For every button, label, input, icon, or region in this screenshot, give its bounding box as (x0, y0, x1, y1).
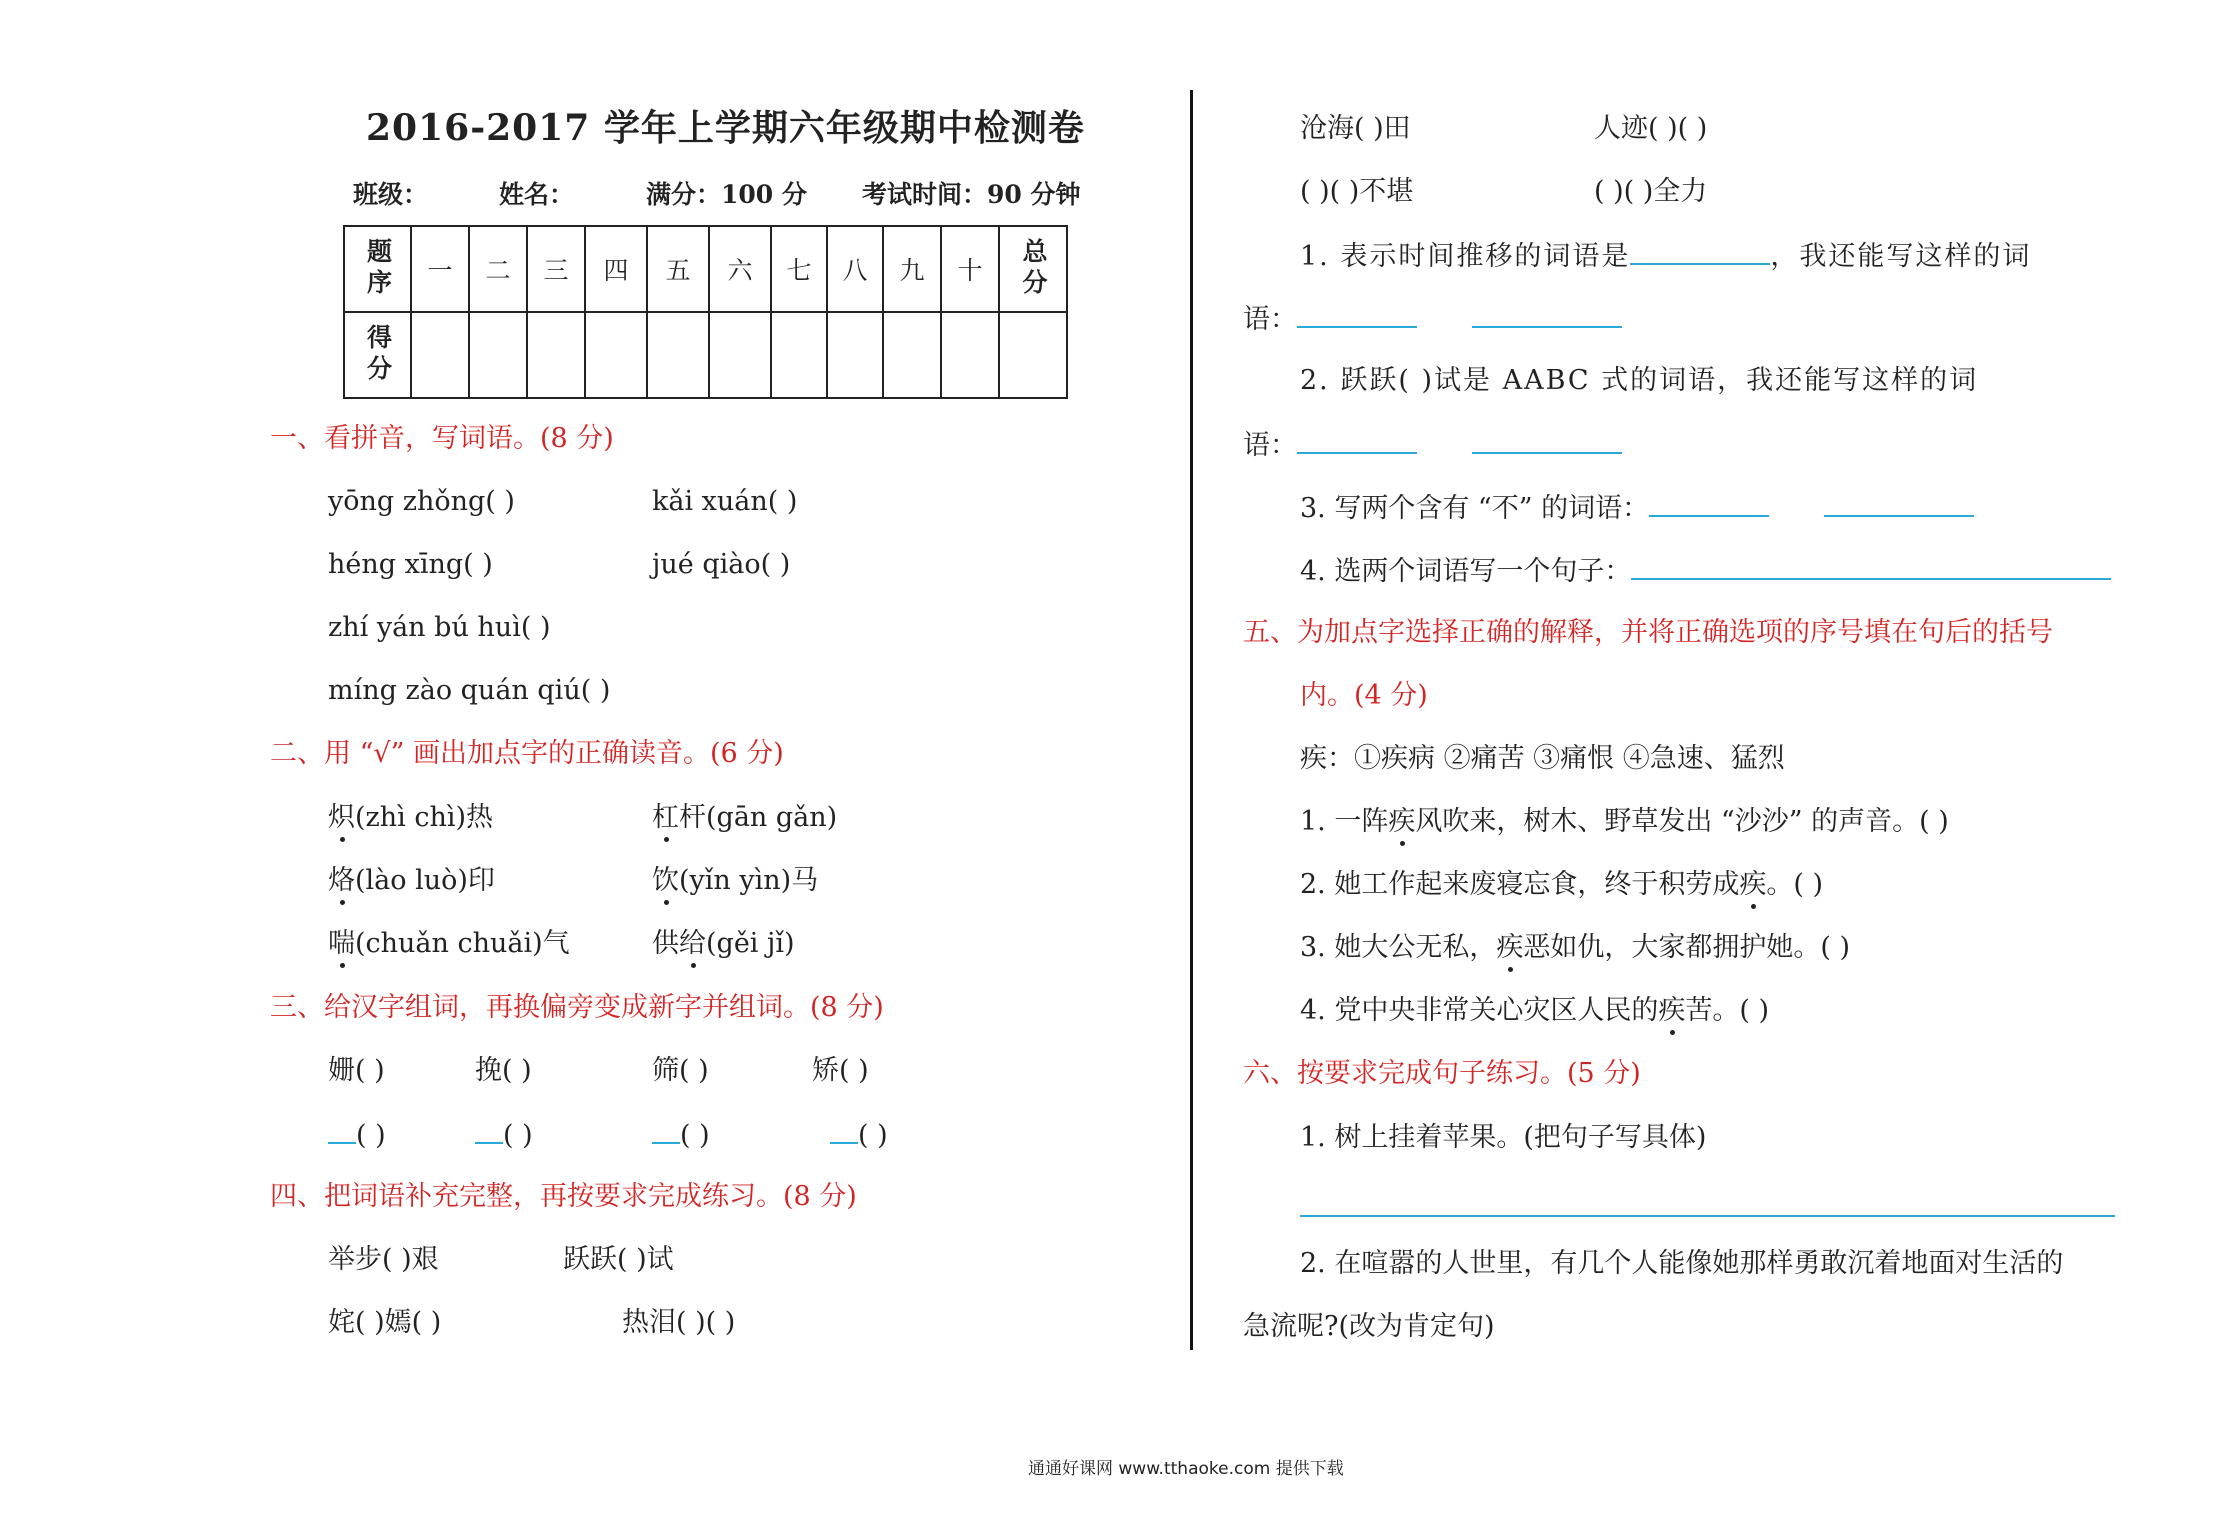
score-col-9: 九 (883, 226, 941, 312)
reading-options: (zhì chì)热 (355, 802, 494, 833)
exam-time-label: 考试时间：90 分钟 (862, 180, 1081, 209)
score-col-2: 二 (469, 226, 527, 312)
dotted-char: 疾 (1739, 867, 1766, 903)
answer-blank[interactable] (328, 1116, 356, 1144)
dotted-char: 疾 (1658, 993, 1685, 1029)
answer-blank[interactable] (1297, 426, 1417, 454)
full-score-label: 满分：100 分 (646, 180, 807, 209)
reading-item-2 (652, 800, 837, 836)
idiom-item-8: ( )( )全力 (1594, 176, 1708, 207)
word-label: 语： (1243, 430, 1297, 461)
question-text: 4. 选两个词语写一个句子： (1300, 556, 1632, 587)
question-text: ，我还能写这样的词 (1770, 241, 2032, 272)
question-4-1 (1300, 237, 2031, 275)
score-table (343, 225, 1068, 399)
dotted-char: 喘 (328, 926, 355, 962)
idiom-item-7: ( )( )不堪 (1300, 176, 1414, 207)
idiom-item-1: 举步( )艰 (328, 1244, 439, 1275)
reading-item-5 (328, 926, 570, 962)
pinyin-item-4: jué qiào( ) (652, 549, 791, 580)
pinyin-item-1: yōng zhǒng( ) (328, 486, 515, 517)
exam-title: 2016-2017 学年上学期六年级期中检测卷 (366, 107, 1085, 149)
column-divider (1190, 90, 1193, 1350)
score-col-8: 八 (827, 226, 883, 312)
question-text: 苦。( ) (1685, 995, 1769, 1026)
section-1-heading: 一、看拼音，写词语。(8 分) (270, 423, 614, 454)
dotted-char: 疾 (1496, 930, 1523, 966)
score-col-1: 一 (411, 226, 469, 312)
idiom-item-6: 人迹( )( ) (1594, 113, 1708, 144)
reading-item-6 (652, 926, 795, 962)
dotted-char: 炽 (328, 800, 355, 836)
score-cell[interactable] (709, 312, 771, 398)
new-char-item-4 (830, 1116, 888, 1154)
definition-question-3 (1300, 930, 1850, 966)
name-label: 姓名： (499, 180, 575, 209)
score-cell[interactable] (883, 312, 941, 398)
class-label: 班级： (353, 180, 429, 209)
pinyin-item-5: zhí yán bú huì( ) (328, 612, 551, 643)
question-4-4 (1300, 552, 2111, 590)
pinyin-item-6: míng zào quán qiú( ) (328, 675, 611, 706)
sentence-question-2: 2. 在喧嚣的人世里，有几个人能像她那样勇敢沉着地面对生活的 (1300, 1248, 2064, 1279)
score-cell[interactable] (469, 312, 527, 398)
section-6-heading: 六、按要求完成句子练习。(5 分) (1243, 1058, 1641, 1089)
answer-blank[interactable] (1630, 237, 1770, 265)
dotted-char: 饮 (652, 863, 679, 899)
idiom-item-5: 沧海( )田 (1300, 113, 1411, 144)
score-col-6: 六 (709, 226, 771, 312)
score-col-5: 五 (647, 226, 709, 312)
dotted-char: 给 (679, 926, 706, 962)
section-3-heading: 三、给汉字组词，再换偏旁变成新字并组词。(8 分) (270, 992, 884, 1023)
question-4-1-words (1243, 300, 1622, 338)
score-col-7: 七 (771, 226, 827, 312)
answer-blank[interactable] (1631, 552, 2111, 580)
section-4-heading: 四、把词语补充完整，再按要求完成练习。(8 分) (270, 1181, 857, 1212)
blank-paren: ( ) (680, 1120, 710, 1151)
answer-blank[interactable] (1649, 489, 1769, 517)
compose-item-1: 姗( ) (328, 1055, 385, 1086)
compose-item-4: 矫( ) (812, 1055, 869, 1086)
sentence-question-1: 1. 树上挂着苹果。(把句子写具体) (1300, 1122, 1707, 1153)
question-4-2: 2. 跃跃( )试是 AABC 式的词语，我还能写这样的词 (1300, 365, 1979, 396)
question-text: 4. 党中央非常关心灾区人民的 (1300, 995, 1659, 1026)
question-text: 3. 她大公无私， (1300, 932, 1497, 963)
compose-item-2: 挽( ) (475, 1055, 532, 1086)
answer-line[interactable] (1300, 1215, 2115, 1217)
new-char-item-1 (328, 1116, 386, 1154)
definition-question-4 (1300, 993, 1769, 1029)
word-label: 语： (1243, 304, 1297, 335)
score-col-4: 四 (585, 226, 647, 312)
score-cell[interactable] (771, 312, 827, 398)
reading-options: (lào luò)印 (355, 865, 495, 896)
section-2-heading: 二、用 “√” 画出加点字的正确读音。(6 分) (270, 738, 784, 769)
definition-question-1 (1300, 804, 1949, 840)
blank-paren: ( ) (356, 1120, 386, 1151)
answer-blank[interactable] (1472, 300, 1622, 328)
compose-item-3: 筛( ) (652, 1055, 709, 1086)
definition-question-2 (1300, 867, 1823, 903)
new-char-item-3 (652, 1116, 710, 1154)
reading-item-3 (328, 863, 495, 899)
question-text: 2. 她工作起来废寝忘食，终于积劳成 (1300, 869, 1740, 900)
dotted-char: 疾 (1388, 804, 1415, 840)
question-4-3 (1300, 489, 1974, 527)
reading-options: (gěi jǐ) (706, 928, 795, 959)
section-5-heading-cont: 内。(4 分) (1300, 680, 1428, 711)
section-5-heading: 五、为加点字选择正确的解释，并将正确选项的序号填在句后的括号 (1243, 617, 2053, 648)
score-cell[interactable] (585, 312, 647, 398)
blank-paren: ( ) (858, 1120, 888, 1151)
score-col-3: 三 (527, 226, 585, 312)
answer-blank[interactable] (1297, 300, 1417, 328)
blank-paren: ( ) (503, 1120, 533, 1151)
answer-blank[interactable] (830, 1116, 858, 1144)
question-text: 恶如仇，大家都拥护她。( ) (1523, 932, 1850, 963)
dotted-char: 烙 (328, 863, 355, 899)
score-cell[interactable] (527, 312, 585, 398)
score-cell[interactable] (941, 312, 999, 398)
answer-blank[interactable] (1824, 489, 1974, 517)
question-text: 3. 写两个含有 “不” 的词语： (1300, 493, 1650, 524)
question-4-2-words (1243, 426, 1622, 464)
reading-item-4 (652, 863, 818, 899)
score-table-row-label: 得分 (344, 312, 411, 398)
score-col-10: 十 (941, 226, 999, 312)
pinyin-item-2: kǎi xuán( ) (652, 486, 798, 517)
score-cell[interactable] (411, 312, 469, 398)
score-table-header-label: 题序 (344, 226, 411, 312)
idiom-item-4: 热泪( )( ) (622, 1307, 736, 1338)
question-text: 风吹来，树木、野草发出 “沙沙” 的声音。( ) (1415, 806, 1949, 837)
answer-blank[interactable] (1472, 426, 1622, 454)
score-cell[interactable] (827, 312, 883, 398)
question-text: 。( ) (1766, 869, 1823, 900)
score-cell[interactable] (999, 312, 1067, 398)
footer-source: 通通好课网 www.tthaoke.com 提供下载 (1028, 1459, 1344, 1479)
sentence-question-2-cont: 急流呢?(改为肯定句) (1243, 1311, 1495, 1342)
reading-options: (yǐn yìn)马 (679, 865, 819, 896)
dotted-char: 杠 (652, 800, 679, 836)
reading-item-1 (328, 800, 493, 836)
question-text: 1. 表示时间推移的词语是 (1300, 241, 1631, 272)
answer-blank[interactable] (475, 1116, 503, 1144)
score-cell[interactable] (647, 312, 709, 398)
reading-options: 杆(gān gǎn) (679, 802, 838, 833)
question-text: 1. 一阵 (1300, 806, 1389, 837)
new-char-item-2 (475, 1116, 533, 1154)
reading-prefix: 供 (652, 928, 679, 959)
pinyin-item-3: héng xīng( ) (328, 549, 493, 580)
answer-blank[interactable] (652, 1116, 680, 1144)
reading-options: (chuǎn chuǎi)气 (355, 928, 570, 959)
definition-options: 疾：①疾病 ②痛苦 ③痛恨 ④急速、猛烈 (1300, 743, 1785, 774)
score-table-total-label: 总分 (999, 226, 1067, 312)
idiom-item-2: 跃跃( )试 (563, 1244, 674, 1275)
idiom-item-3: 姹( )嫣( ) (328, 1307, 442, 1338)
